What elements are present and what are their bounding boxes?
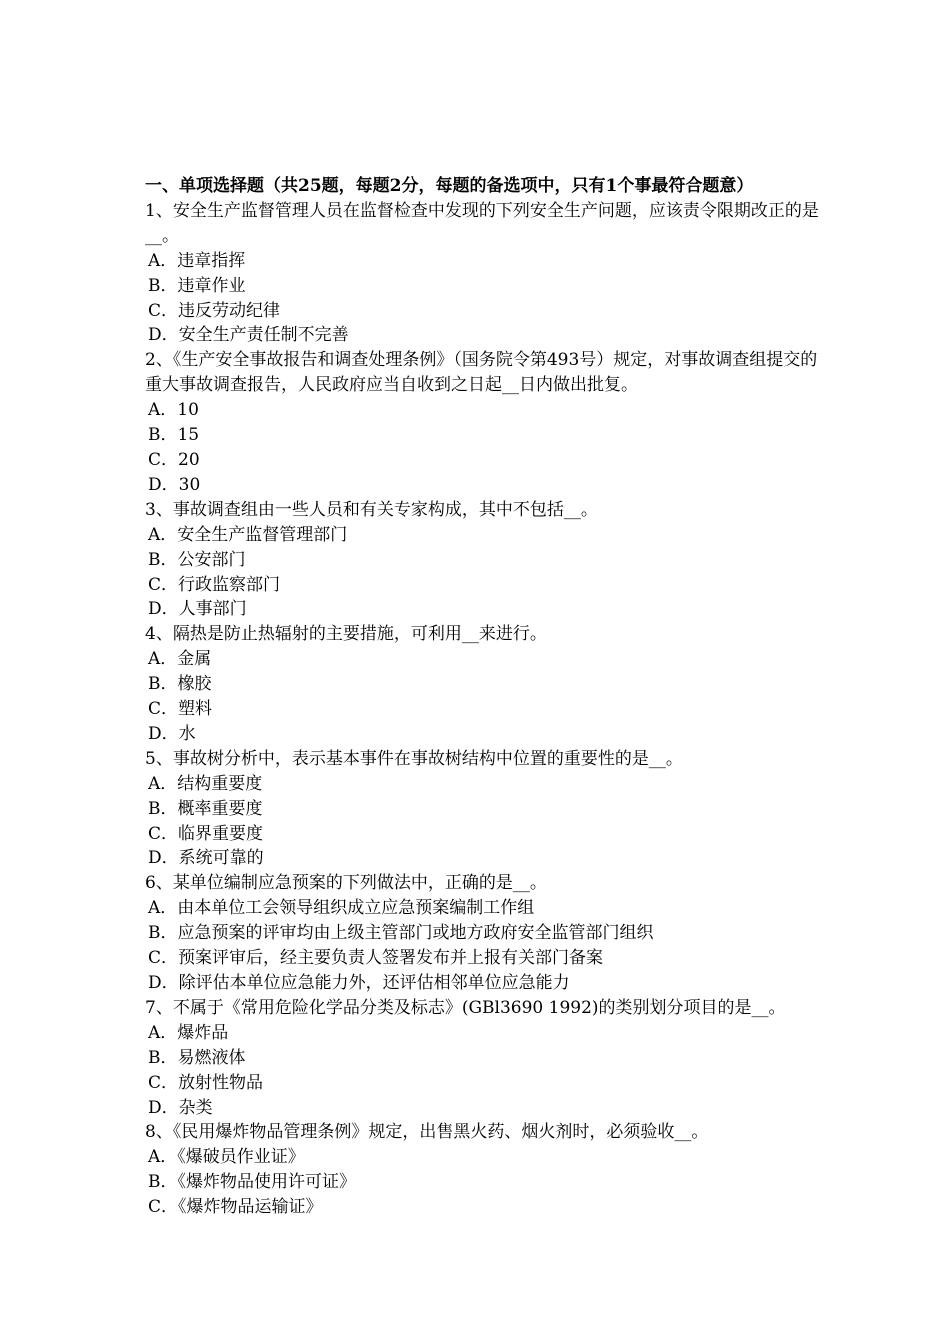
option-a: A．10	[148, 400, 199, 421]
option-a: A．安全生产监督管理部门	[148, 524, 348, 545]
section-title: 一、单项选择题（共25题，每题2分，每题的备选项中，只有1个事最符合题意）	[145, 176, 754, 196]
question-stem: 3、事故调查组由一些人员和有关专家构成，其中不包括__。	[145, 499, 598, 520]
question-5	[145, 747, 825, 872]
option-c: C．临界重要度	[148, 823, 264, 844]
question-4	[145, 622, 825, 747]
question-7	[145, 996, 825, 1121]
question-stem: 7、不属于《常用危险化学品分类及标志》(GBl3690 1992)的类别划分项目的是__。	[145, 997, 786, 1018]
option-c: C．预案评审后，经主要负责人签署发布并上报有关部门备案	[148, 948, 604, 969]
option-c: C．20	[148, 449, 200, 470]
question-stem: 6、某单位编制应急预案的下列做法中，正确的是__。	[145, 873, 547, 894]
option-d: D．除评估本单位应急能力外，还评估相邻单位应急能力	[148, 973, 570, 993]
option-d: D．系统可靠的	[148, 848, 264, 869]
question-8	[145, 1120, 825, 1220]
question-1	[145, 199, 825, 348]
option-a: A．违章指挥	[148, 250, 246, 271]
option-b: B．15	[148, 425, 200, 446]
document-page	[145, 174, 825, 1220]
option-a: A．爆炸品	[148, 1022, 229, 1043]
question-6	[145, 871, 825, 996]
option-c: C．放射性物品	[148, 1072, 264, 1093]
option-c: C．塑料	[148, 699, 213, 720]
option-c: C．行政监察部门	[148, 574, 281, 595]
option-a: A．由本单位工会领导组织成立应急预案编制工作组	[148, 898, 535, 919]
question-2	[145, 348, 825, 497]
question-stem: 8、《民用爆炸物品管理条例》规定，出售黑火药、烟火剂时，必须验收__。	[145, 1122, 709, 1143]
option-d: D．杂类	[148, 1097, 213, 1118]
option-d: D．人事部门	[148, 599, 247, 620]
option-b: B．橡胶	[148, 674, 212, 695]
option-c: C．《爆炸物品运输证》	[148, 1197, 323, 1218]
option-a: A．结构重要度	[148, 773, 263, 794]
option-b: B．公安部门	[148, 549, 246, 570]
question-stem: 5、事故树分析中，表示基本事件在事故树结构中位置的重要性的是__。	[145, 748, 683, 769]
option-b: B．应急预案的评审均由上级主管部门或地方政府安全监管部门组织	[148, 923, 654, 944]
question-stem: 2、《生产安全事故报告和调查处理条例》（国务院令第493号）规定，对事故调查组提交的重大事故调查报告，人民政府应当自收到之日起__日内做出批复。	[145, 350, 818, 396]
question-stem: 4、隔热是防止热辐射的主要措施，可利用__来进行。	[145, 624, 547, 645]
question-3	[145, 498, 825, 623]
option-b: B．违章作业	[148, 275, 246, 296]
option-a: A．《爆破员作业证》	[148, 1147, 305, 1168]
option-b: B．《爆炸物品使用许可证》	[148, 1172, 356, 1193]
option-d: D．30	[148, 474, 201, 495]
option-b: B．易燃液体	[148, 1047, 246, 1068]
option-d: D．安全生产责任制不完善	[148, 325, 349, 346]
option-c: C．违反劳动纪律	[148, 300, 281, 321]
option-a: A．金属	[148, 649, 212, 670]
option-b: B．概率重要度	[148, 798, 263, 819]
question-stem: 1、安全生产监督管理人员在监督检查中发现的下列安全生产问题，应该责令限期改正的是__。	[145, 200, 819, 246]
option-d: D．水	[148, 723, 196, 744]
